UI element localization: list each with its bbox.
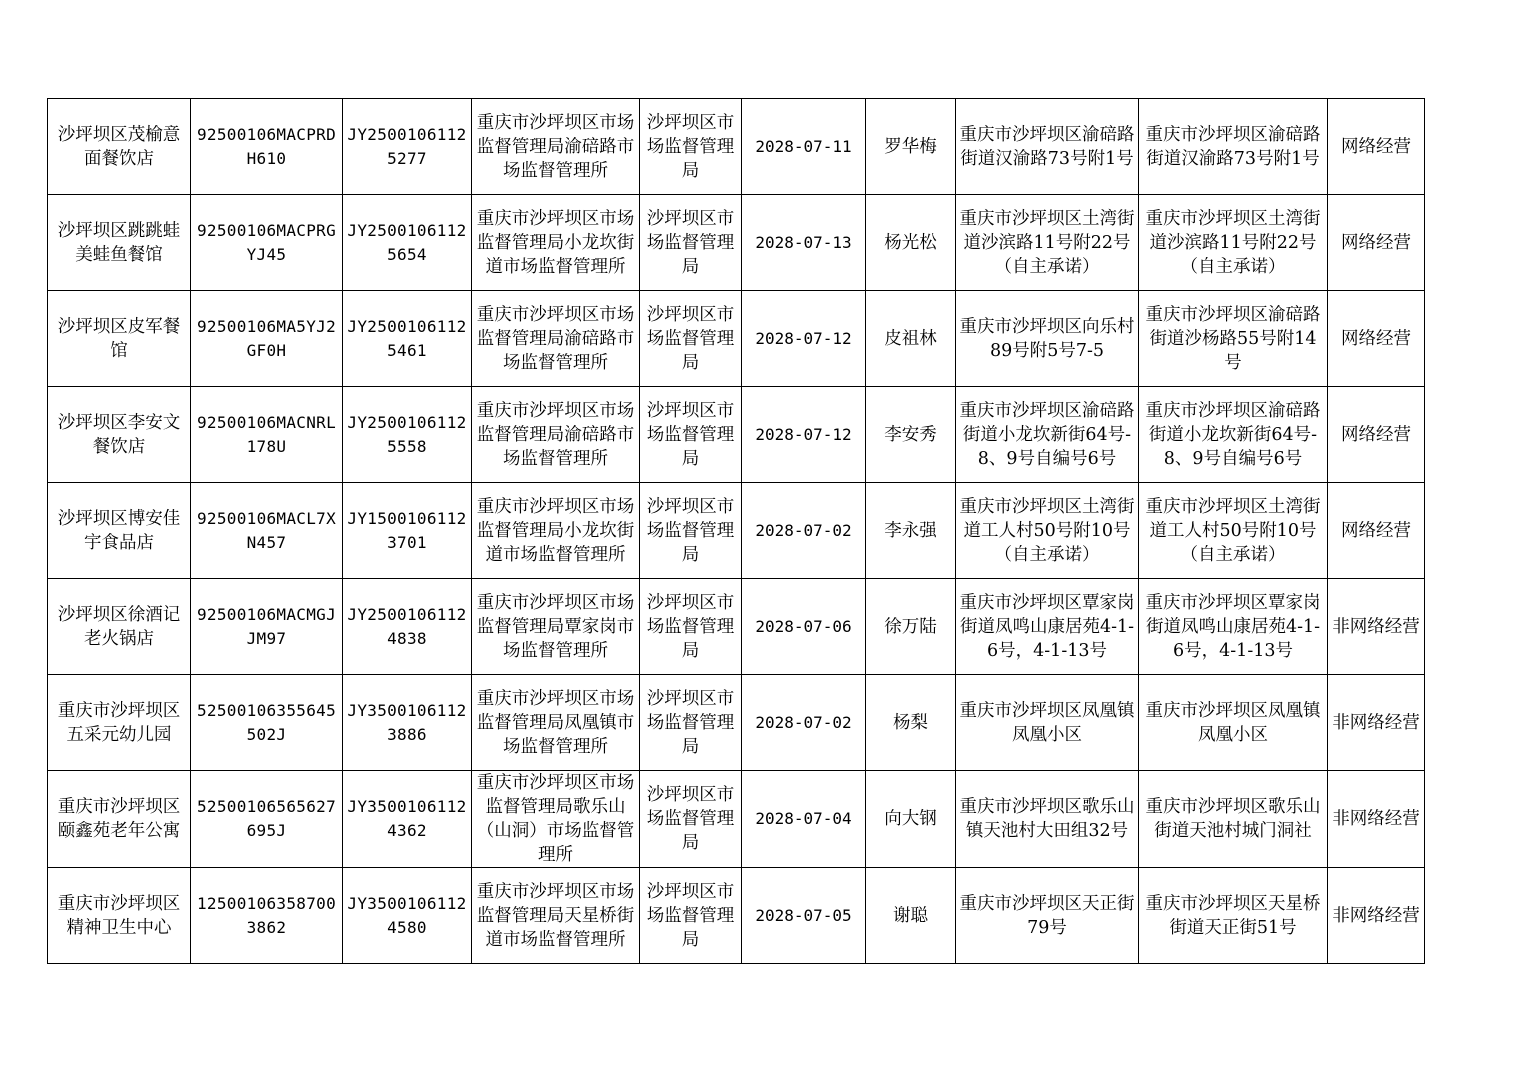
business-name-cell: 沙坪坝区博安佳宇食品店 bbox=[48, 483, 191, 579]
table-row bbox=[48, 771, 1425, 868]
residence-cell: 重庆市沙坪坝区凤凰镇凤凰小区 bbox=[956, 675, 1139, 771]
credit-code-cell: 52500106355645502J bbox=[191, 675, 343, 771]
table-row bbox=[48, 387, 1425, 483]
authority-cell: 沙坪坝区市场监督管理局 bbox=[640, 291, 742, 387]
legal-rep-cell: 向大钢 bbox=[866, 771, 956, 868]
license-number-cell: JY25001061125558 bbox=[343, 387, 472, 483]
credit-code-cell: 92500106MA5YJ2GF0H bbox=[191, 291, 343, 387]
operation-mode-cell: 网络经营 bbox=[1328, 483, 1425, 579]
table-row bbox=[48, 579, 1425, 675]
business-name-cell: 沙坪坝区皮军餐馆 bbox=[48, 291, 191, 387]
authority-cell: 沙坪坝区市场监督管理局 bbox=[640, 99, 742, 195]
residence-cell: 重庆市沙坪坝区土湾街道工人村50号附10号（自主承诺） bbox=[956, 483, 1139, 579]
table-row bbox=[48, 483, 1425, 579]
table-row bbox=[48, 99, 1425, 195]
table-row bbox=[48, 675, 1425, 771]
premises-cell: 重庆市沙坪坝区土湾街道工人村50号附10号（自主承诺） bbox=[1139, 483, 1328, 579]
operation-mode-cell: 非网络经营 bbox=[1328, 868, 1425, 964]
business-name-cell: 沙坪坝区跳跳蛙美蛙鱼餐馆 bbox=[48, 195, 191, 291]
credit-code-cell: 92500106MACNRL178U bbox=[191, 387, 343, 483]
residence-cell: 重庆市沙坪坝区覃家岗街道凤鸣山康居苑4-1-6号，4-1-13号 bbox=[956, 579, 1139, 675]
residence-cell: 重庆市沙坪坝区歌乐山镇天池村大田组32号 bbox=[956, 771, 1139, 868]
license-table bbox=[47, 98, 1425, 964]
residence-cell: 重庆市沙坪坝区渝碚路街道汉渝路73号附1号 bbox=[956, 99, 1139, 195]
business-name-cell: 沙坪坝区徐酒记老火锅店 bbox=[48, 579, 191, 675]
table-row bbox=[48, 291, 1425, 387]
issuing-office-cell: 重庆市沙坪坝区市场监督管理局歌乐山（山洞）市场监督管理所 bbox=[472, 771, 640, 868]
operation-mode-cell: 网络经营 bbox=[1328, 195, 1425, 291]
valid-until-cell: 2028-07-06 bbox=[742, 579, 866, 675]
valid-until-cell: 2028-07-04 bbox=[742, 771, 866, 868]
legal-rep-cell: 皮祖林 bbox=[866, 291, 956, 387]
valid-until-cell: 2028-07-12 bbox=[742, 291, 866, 387]
issuing-office-cell: 重庆市沙坪坝区市场监督管理局渝碚路市场监督管理所 bbox=[472, 387, 640, 483]
valid-until-cell: 2028-07-05 bbox=[742, 868, 866, 964]
valid-until-cell: 2028-07-11 bbox=[742, 99, 866, 195]
premises-cell: 重庆市沙坪坝区渝碚路街道汉渝路73号附1号 bbox=[1139, 99, 1328, 195]
premises-cell: 重庆市沙坪坝区渝碚路街道沙杨路55号附14号 bbox=[1139, 291, 1328, 387]
operation-mode-cell: 非网络经营 bbox=[1328, 675, 1425, 771]
business-name-cell: 重庆市沙坪坝区五采元幼儿园 bbox=[48, 675, 191, 771]
business-name-cell: 沙坪坝区茂榆意面餐饮店 bbox=[48, 99, 191, 195]
premises-cell: 重庆市沙坪坝区土湾街道沙滨路11号附22号（自主承诺） bbox=[1139, 195, 1328, 291]
issuing-office-cell: 重庆市沙坪坝区市场监督管理局覃家岗市场监督管理所 bbox=[472, 579, 640, 675]
legal-rep-cell: 徐万陆 bbox=[866, 579, 956, 675]
license-number-cell: JY25001061124838 bbox=[343, 579, 472, 675]
issuing-office-cell: 重庆市沙坪坝区市场监督管理局天星桥街道市场监督管理所 bbox=[472, 868, 640, 964]
authority-cell: 沙坪坝区市场监督管理局 bbox=[640, 483, 742, 579]
credit-code-cell: 125001063587003862 bbox=[191, 868, 343, 964]
residence-cell: 重庆市沙坪坝区天正街79号 bbox=[956, 868, 1139, 964]
premises-cell: 重庆市沙坪坝区凤凰镇凤凰小区 bbox=[1139, 675, 1328, 771]
credit-code-cell: 92500106MACPRDH610 bbox=[191, 99, 343, 195]
residence-cell: 重庆市沙坪坝区向乐村89号附5号7-5 bbox=[956, 291, 1139, 387]
credit-code-cell: 92500106MACMGJJM97 bbox=[191, 579, 343, 675]
residence-cell: 重庆市沙坪坝区土湾街道沙滨路11号附22号（自主承诺） bbox=[956, 195, 1139, 291]
issuing-office-cell: 重庆市沙坪坝区市场监督管理局渝碚路市场监督管理所 bbox=[472, 291, 640, 387]
license-number-cell: JY15001061123701 bbox=[343, 483, 472, 579]
legal-rep-cell: 李永强 bbox=[866, 483, 956, 579]
business-name-cell: 重庆市沙坪坝区颐鑫苑老年公寓 bbox=[48, 771, 191, 868]
license-number-cell: JY25001061125277 bbox=[343, 99, 472, 195]
valid-until-cell: 2028-07-12 bbox=[742, 387, 866, 483]
authority-cell: 沙坪坝区市场监督管理局 bbox=[640, 387, 742, 483]
authority-cell: 沙坪坝区市场监督管理局 bbox=[640, 771, 742, 868]
legal-rep-cell: 杨光松 bbox=[866, 195, 956, 291]
credit-code-cell: 92500106MACPRGYJ45 bbox=[191, 195, 343, 291]
operation-mode-cell: 网络经营 bbox=[1328, 99, 1425, 195]
operation-mode-cell: 网络经营 bbox=[1328, 291, 1425, 387]
legal-rep-cell: 谢聪 bbox=[866, 868, 956, 964]
residence-cell: 重庆市沙坪坝区渝碚路街道小龙坎新街64号-8、9号自编号6号 bbox=[956, 387, 1139, 483]
authority-cell: 沙坪坝区市场监督管理局 bbox=[640, 579, 742, 675]
issuing-office-cell: 重庆市沙坪坝区市场监督管理局小龙坎街道市场监督管理所 bbox=[472, 483, 640, 579]
operation-mode-cell: 网络经营 bbox=[1328, 387, 1425, 483]
premises-cell: 重庆市沙坪坝区天星桥街道天正街51号 bbox=[1139, 868, 1328, 964]
credit-code-cell: 52500106565627695J bbox=[191, 771, 343, 868]
premises-cell: 重庆市沙坪坝区覃家岗街道凤鸣山康居苑4-1-6号，4-1-13号 bbox=[1139, 579, 1328, 675]
table-body bbox=[48, 99, 1425, 964]
legal-rep-cell: 李安秀 bbox=[866, 387, 956, 483]
license-number-cell: JY35001061124362 bbox=[343, 771, 472, 868]
credit-code-cell: 92500106MACL7XN457 bbox=[191, 483, 343, 579]
legal-rep-cell: 罗华梅 bbox=[866, 99, 956, 195]
legal-rep-cell: 杨梨 bbox=[866, 675, 956, 771]
operation-mode-cell: 非网络经营 bbox=[1328, 771, 1425, 868]
issuing-office-cell: 重庆市沙坪坝区市场监督管理局小龙坎街道市场监督管理所 bbox=[472, 195, 640, 291]
operation-mode-cell: 非网络经营 bbox=[1328, 579, 1425, 675]
license-number-cell: JY25001061125654 bbox=[343, 195, 472, 291]
license-number-cell: JY35001061124580 bbox=[343, 868, 472, 964]
valid-until-cell: 2028-07-02 bbox=[742, 483, 866, 579]
license-number-cell: JY25001061125461 bbox=[343, 291, 472, 387]
table-row bbox=[48, 868, 1425, 964]
authority-cell: 沙坪坝区市场监督管理局 bbox=[640, 675, 742, 771]
license-number-cell: JY35001061123886 bbox=[343, 675, 472, 771]
issuing-office-cell: 重庆市沙坪坝区市场监督管理局渝碚路市场监督管理所 bbox=[472, 99, 640, 195]
business-name-cell: 重庆市沙坪坝区精神卫生中心 bbox=[48, 868, 191, 964]
issuing-office-cell: 重庆市沙坪坝区市场监督管理局凤凰镇市场监督管理所 bbox=[472, 675, 640, 771]
authority-cell: 沙坪坝区市场监督管理局 bbox=[640, 868, 742, 964]
business-name-cell: 沙坪坝区李安文餐饮店 bbox=[48, 387, 191, 483]
valid-until-cell: 2028-07-13 bbox=[742, 195, 866, 291]
table-row bbox=[48, 195, 1425, 291]
premises-cell: 重庆市沙坪坝区歌乐山街道天池村城门洞社 bbox=[1139, 771, 1328, 868]
authority-cell: 沙坪坝区市场监督管理局 bbox=[640, 195, 742, 291]
valid-until-cell: 2028-07-02 bbox=[742, 675, 866, 771]
premises-cell: 重庆市沙坪坝区渝碚路街道小龙坎新街64号-8、9号自编号6号 bbox=[1139, 387, 1328, 483]
